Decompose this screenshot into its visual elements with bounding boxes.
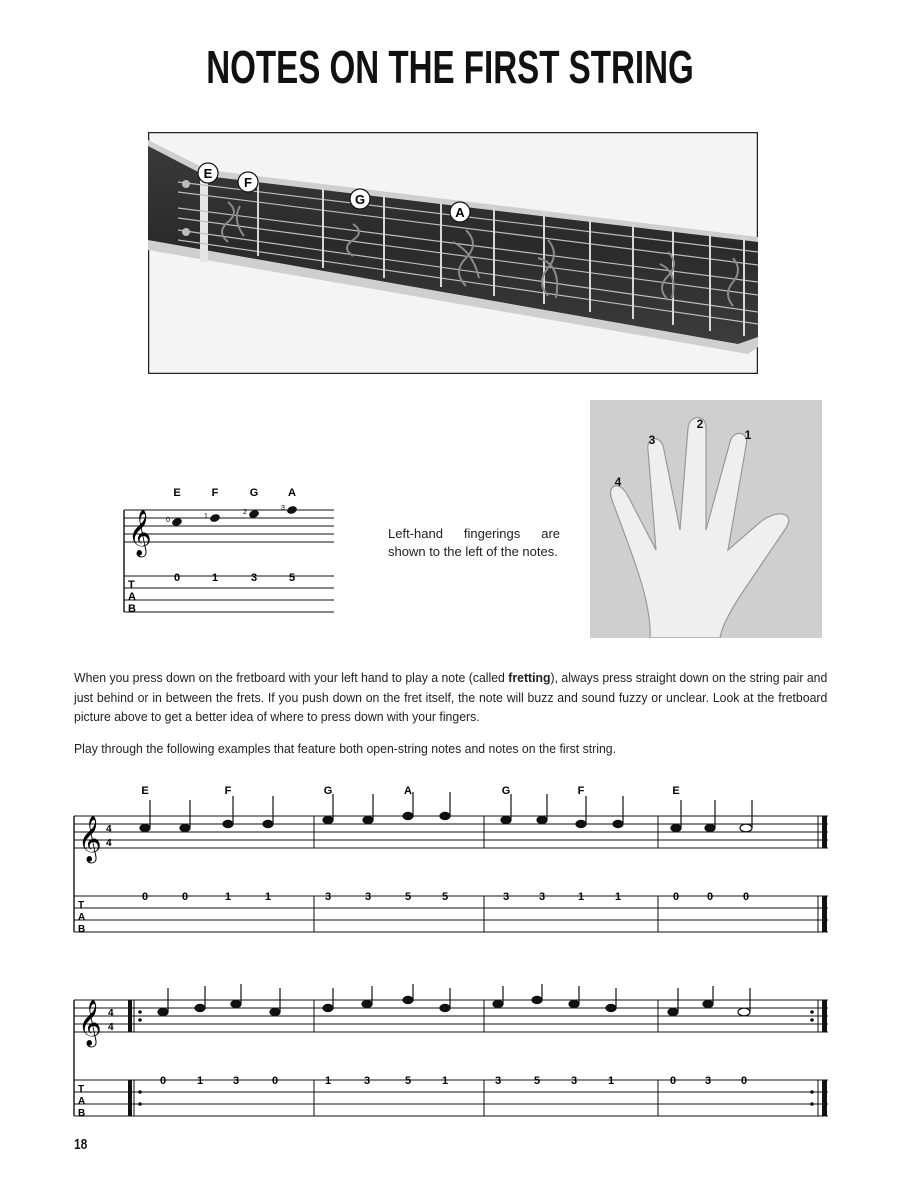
- fretboard-label-a: A: [455, 205, 465, 220]
- tab-number: 1: [224, 891, 232, 903]
- tab-letter-a: A: [78, 1096, 86, 1107]
- tab-number: 3: [364, 891, 372, 903]
- tab-number: 3: [324, 891, 332, 903]
- tab-number: 0: [173, 572, 181, 584]
- tab-number: 0: [669, 1075, 677, 1087]
- finger-label-4: 4: [614, 475, 622, 489]
- fretboard-photo: [148, 132, 758, 374]
- fretboard-label-f: F: [244, 175, 252, 190]
- tab-number: 0: [706, 891, 714, 903]
- tab-number: 0: [159, 1075, 167, 1087]
- tab-number: 0: [742, 891, 750, 903]
- paragraph-examples-intro: Play through the following examples that feature both open-string notes and notes on the first string.: [74, 741, 617, 756]
- tab-number: 3: [232, 1075, 240, 1087]
- example1-notes: [140, 792, 752, 832]
- tab-number: 1: [577, 891, 585, 903]
- tab-number: 5: [404, 891, 412, 903]
- treble-clef-icon: 𝄞: [78, 817, 102, 861]
- fretboard-label-g: G: [354, 192, 366, 207]
- tab-number: 1: [441, 1075, 449, 1087]
- tab-letter-t: T: [78, 900, 85, 911]
- tab-letter-b: B: [128, 603, 136, 615]
- tab-number: 3: [538, 891, 546, 903]
- note-name: E: [141, 785, 149, 797]
- tab-letter-b: B: [78, 924, 86, 935]
- note-name: A: [288, 487, 296, 499]
- tab-number: 1: [196, 1075, 204, 1087]
- tab-number: 1: [324, 1075, 332, 1087]
- tab-number: 1: [211, 572, 219, 584]
- fingering-number: 3: [281, 505, 285, 512]
- tab-number: 0: [141, 891, 149, 903]
- tab-number: 0: [181, 891, 189, 903]
- time-signature-bottom: 4: [108, 1022, 114, 1033]
- tab-letter-a: A: [78, 912, 86, 923]
- fingering-note-text: Left-hand fingerings are shown to the left of the notes.: [388, 526, 560, 559]
- fingering-number: 1: [204, 513, 208, 520]
- hand-photo: [590, 400, 822, 638]
- note-name: G: [323, 785, 333, 797]
- tab-number: 0: [271, 1075, 279, 1087]
- fretboard-label-e: E: [203, 166, 213, 181]
- paragraph-fretting-text-after: ), always press straight down on the string pair and just behind or in between the frets. If you push down on the fret itself, the note will buzz and sound fuzzy or unclear. Look at the fretboard picture above to get a better idea of where to press down with your fingers.: [74, 670, 828, 724]
- note-name: F: [577, 785, 585, 797]
- fingering-number: 2: [243, 509, 247, 516]
- tab-number: 1: [607, 1075, 615, 1087]
- tab-number: 3: [363, 1075, 371, 1087]
- paragraph-fretting-bold-term: fretting: [508, 670, 551, 685]
- treble-clef-icon: 𝄞: [78, 1001, 102, 1045]
- time-signature-bottom: 4: [106, 838, 112, 849]
- time-signature-top: 4: [108, 1008, 114, 1019]
- tab-number: 3: [502, 891, 510, 903]
- tab-letter-b: B: [78, 1108, 86, 1119]
- paragraph-fretting: [74, 668, 827, 727]
- tab-number: 5: [404, 1075, 412, 1087]
- fingering-number: 0: [166, 517, 170, 524]
- tab-number: 3: [250, 572, 258, 584]
- tab-number: 3: [704, 1075, 712, 1087]
- tab-number: 5: [533, 1075, 541, 1087]
- paragraph-fretting-text-before: When you press down on the fretboard with your left hand to play a note (called: [74, 670, 509, 685]
- tab-letter-t: T: [128, 579, 135, 591]
- tab-letter-t: T: [78, 1084, 85, 1095]
- note-staff-small: [118, 476, 338, 622]
- tab-number: 3: [494, 1075, 502, 1087]
- finger-label-2: 2: [696, 417, 704, 431]
- music-example-2: [70, 984, 832, 1124]
- note-name: A: [404, 785, 412, 797]
- tab-number: 5: [441, 891, 449, 903]
- repeat-dots: [138, 1010, 814, 1106]
- tab-number: 5: [288, 572, 296, 584]
- note-name: E: [672, 785, 680, 797]
- finger-label-1: 1: [744, 428, 752, 442]
- note-name: F: [224, 785, 232, 797]
- time-signature-top: 4: [106, 824, 112, 835]
- note-name: F: [211, 487, 219, 499]
- page-number: 18: [74, 1136, 88, 1153]
- tab-number: 1: [614, 891, 622, 903]
- page-title: NOTES ON THE FIRST STRING: [206, 41, 694, 93]
- tab-letter-a: A: [128, 591, 136, 603]
- tab-number: 3: [570, 1075, 578, 1087]
- note-name: E: [173, 487, 181, 499]
- note-name: G: [249, 487, 259, 499]
- finger-label-3: 3: [648, 433, 656, 447]
- tab-number: 0: [740, 1075, 748, 1087]
- treble-clef-icon: 𝄞: [128, 511, 152, 555]
- tab-number: 0: [672, 891, 680, 903]
- tab-number: 1: [264, 891, 272, 903]
- note-heads: [171, 505, 298, 527]
- note-name: G: [501, 785, 511, 797]
- music-example-1: [70, 780, 832, 940]
